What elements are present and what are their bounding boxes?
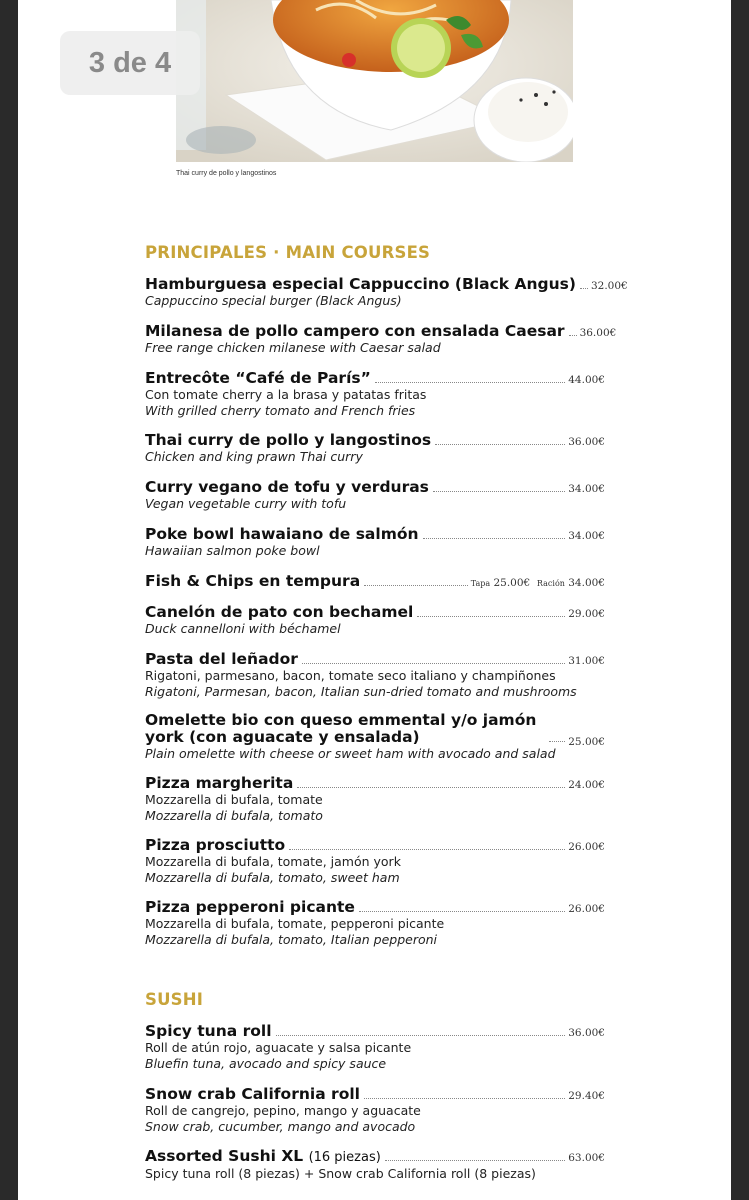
item-desc-en: Cappuccino special burger (Black Angus) bbox=[145, 293, 402, 308]
item-name: Snow crab California roll bbox=[145, 1085, 360, 1103]
leader-dots bbox=[289, 849, 565, 850]
item-name-extra: (16 piezas) bbox=[308, 1150, 381, 1165]
item-name: Spicy tuna roll bbox=[145, 1022, 272, 1040]
item-name: Poke bowl hawaiano de salmón bbox=[145, 525, 419, 543]
food-image-icon bbox=[176, 0, 573, 162]
item-desc-en: Mozzarella di bufala, tomato, Italian pepperoni bbox=[145, 931, 437, 947]
leader-dots bbox=[297, 787, 565, 788]
item-desc-en: Mozzarella di bufala, tomato bbox=[145, 807, 323, 823]
item-price: 63.00€ bbox=[568, 1152, 605, 1164]
item-name: Entrecôte “Café de París” bbox=[145, 369, 371, 387]
item-price: 31.00€ bbox=[568, 655, 605, 667]
leader-dots bbox=[580, 288, 588, 289]
tapa-price: 25.00€ bbox=[493, 577, 531, 589]
menu-item bbox=[145, 370, 605, 418]
menu-page bbox=[18, 0, 731, 1200]
item-desc-es: Con tomate cherry a la brasa y patatas fritas bbox=[145, 387, 427, 402]
leader-dots bbox=[364, 1098, 565, 1099]
item-price-tapa bbox=[471, 577, 605, 589]
item-price: 44.00€ bbox=[568, 374, 605, 386]
racion-price: 34.00€ bbox=[568, 577, 605, 589]
leader-dots bbox=[375, 382, 565, 383]
item-name: Fish & Chips en tempura bbox=[145, 572, 361, 590]
leader-dots bbox=[417, 616, 565, 617]
photo-caption: Thai curry de pollo y langostinos bbox=[176, 170, 277, 177]
item-name: Curry vegano de tofu y verduras bbox=[145, 478, 429, 496]
item-name: Hamburguesa especial Cappuccino (Black Angus) bbox=[145, 275, 576, 293]
item-desc-en: Snow crab, cucumber, mango and avocado bbox=[145, 1118, 416, 1134]
leader-dots bbox=[433, 491, 565, 492]
item-desc-en: Vegan vegetable curry with tofu bbox=[145, 496, 347, 511]
item-name: Pasta del leñador bbox=[145, 650, 298, 668]
leader-dots bbox=[276, 1035, 566, 1036]
menu-item bbox=[145, 1148, 605, 1182]
item-price: 36.00€ bbox=[579, 327, 617, 339]
item-name: Milanesa de pollo campero con ensalada Caesar bbox=[145, 322, 565, 340]
item-name: Omelette bio con queso emmental y/o jamón york (con aguacate y ensalada) bbox=[145, 711, 537, 746]
item-desc-es: Roll de cangrejo, pepino, mango y aguacate bbox=[145, 1103, 421, 1118]
item-price: 25.00€ bbox=[568, 736, 605, 748]
item-desc-es: Mozzarella di bufala, tomate, jamón york bbox=[145, 854, 401, 869]
item-name: Pizza pepperoni picante bbox=[145, 898, 355, 916]
item-desc-en: Plain omelette with cheese or sweet ham with avocado and salad bbox=[145, 746, 556, 761]
leader-dots bbox=[549, 741, 565, 742]
item-name: Pizza margherita bbox=[145, 774, 294, 792]
thai-curry-photo bbox=[176, 0, 573, 162]
item-name: Pizza prosciutto bbox=[145, 836, 286, 854]
item-price: 34.00€ bbox=[568, 483, 605, 495]
item-name bbox=[145, 1148, 381, 1166]
item-price: 24.00€ bbox=[568, 779, 605, 791]
leader-dots bbox=[423, 538, 566, 539]
item-desc-es: Rigatoni, parmesano, bacon, tomate seco italiano y champiñones bbox=[145, 668, 556, 683]
item-desc-en: Duck cannelloni with béchamel bbox=[145, 621, 341, 636]
item-desc-en: Chicken and king prawn Thai curry bbox=[145, 449, 363, 464]
item-name-main: Assorted Sushi XL bbox=[145, 1147, 304, 1165]
item-name: Canelón de pato con bechamel bbox=[145, 603, 414, 621]
tapa-label: Tapa bbox=[470, 579, 491, 588]
item-price: 34.00€ bbox=[568, 530, 605, 542]
item-price: 26.00€ bbox=[568, 903, 605, 915]
item-desc-en: Bluefin tuna, avocado and spicy sauce bbox=[145, 1055, 387, 1071]
menu-item bbox=[145, 322, 617, 356]
section-title-sushi: SUSHI bbox=[145, 990, 204, 1009]
item-price: 29.40€ bbox=[568, 1090, 605, 1102]
item-desc-en: Rigatoni, Parmesan, bacon, Italian sun-dried tomato and mushrooms bbox=[145, 683, 577, 699]
item-desc-en: Hawaiian salmon poke bowl bbox=[145, 543, 320, 558]
menu-item bbox=[145, 899, 605, 947]
leader-dots bbox=[364, 585, 468, 586]
item-price: 36.00€ bbox=[568, 1027, 605, 1039]
leader-dots bbox=[569, 335, 577, 336]
leader-dots bbox=[359, 911, 565, 912]
item-desc-en: Free range chicken milanese with Caesar salad bbox=[145, 340, 441, 355]
item-desc-es: Mozzarella di bufala, tomate, pepperoni picante bbox=[145, 916, 445, 931]
item-desc-es: Spicy tuna roll (8 piezas) + Snow crab California roll (8 piezas) bbox=[145, 1166, 536, 1181]
menu-item bbox=[145, 775, 605, 823]
item-price: 29.00€ bbox=[568, 608, 605, 620]
menu-item bbox=[145, 526, 605, 559]
menu-item bbox=[145, 651, 605, 699]
item-desc-en: Mozzarella di bufala, tomato, sweet ham bbox=[145, 869, 400, 885]
menu-item bbox=[145, 432, 605, 465]
menu-item bbox=[145, 275, 628, 309]
menu-item bbox=[145, 712, 605, 762]
leader-dots bbox=[435, 444, 565, 445]
item-desc-es: Roll de atún rojo, aguacate y salsa picante bbox=[145, 1040, 412, 1055]
leader-dots bbox=[302, 663, 565, 664]
menu-item bbox=[145, 604, 605, 637]
item-desc-es: Mozzarella di bufala, tomate bbox=[145, 792, 323, 807]
menu-item bbox=[145, 1086, 605, 1134]
menu-item bbox=[145, 837, 605, 885]
section-title-main-courses: PRINCIPALES · MAIN COURSES bbox=[145, 243, 431, 262]
leader-dots bbox=[385, 1160, 565, 1161]
menu-item bbox=[145, 573, 605, 590]
racion-label: Ración bbox=[536, 579, 565, 588]
page-indicator-badge: 3 de 4 bbox=[60, 31, 200, 95]
item-price: 26.00€ bbox=[568, 841, 605, 853]
item-price: 36.00€ bbox=[568, 436, 605, 448]
item-desc-en: With grilled cherry tomato and French fries bbox=[145, 402, 416, 418]
item-name: Thai curry de pollo y langostinos bbox=[145, 431, 432, 449]
menu-item bbox=[145, 1023, 605, 1071]
menu-item bbox=[145, 479, 605, 512]
item-price: 32.00€ bbox=[590, 280, 628, 292]
